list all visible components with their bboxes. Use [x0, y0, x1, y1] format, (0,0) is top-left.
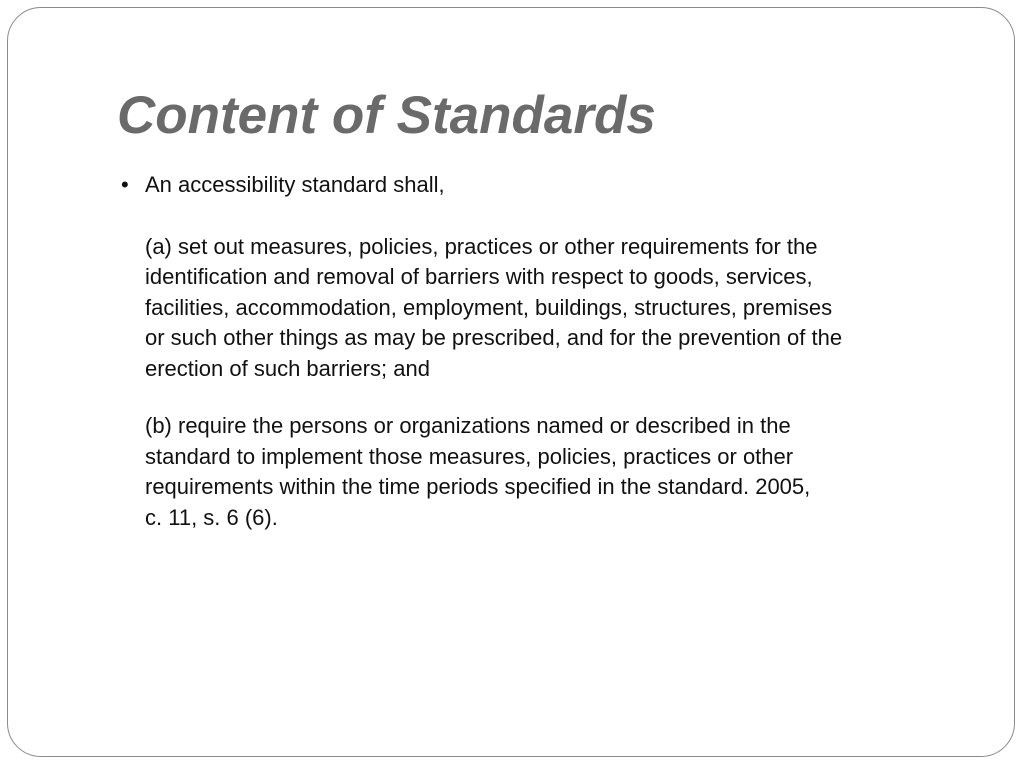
paragraph-line: or such other things as may be prescribed, and for the prevention of the	[145, 325, 843, 350]
paragraph-a	[117, 232, 967, 385]
bullet-text: An accessibility standard shall,	[145, 172, 445, 197]
bullet-icon: •	[121, 172, 129, 197]
paragraph-line: erection of such barriers; and	[145, 355, 430, 381]
slide-frame	[7, 7, 1015, 757]
paragraph-line: standard to implement those measures, policies, practices or other	[145, 443, 794, 469]
paragraph-line: c. 11, s. 6 (6).	[145, 504, 278, 530]
paragraph-line: facilities, accommodation, employment, buildings, structures, premises	[145, 294, 833, 320]
bullet-item	[117, 170, 967, 201]
paragraph-line: (a) set out measures, policies, practices or other requirements for the	[145, 233, 818, 259]
paragraph-line: identification and removal of barriers with respect to goods, services,	[145, 264, 813, 289]
paragraph-line: (b) require the persons or organizations named or described in the	[145, 413, 791, 438]
paragraph-b	[117, 411, 967, 533]
slide-title: Content of Standards	[117, 86, 656, 145]
slide-body	[117, 170, 967, 533]
paragraph-line: requirements within the time periods specified in the standard. 2005,	[145, 474, 811, 499]
